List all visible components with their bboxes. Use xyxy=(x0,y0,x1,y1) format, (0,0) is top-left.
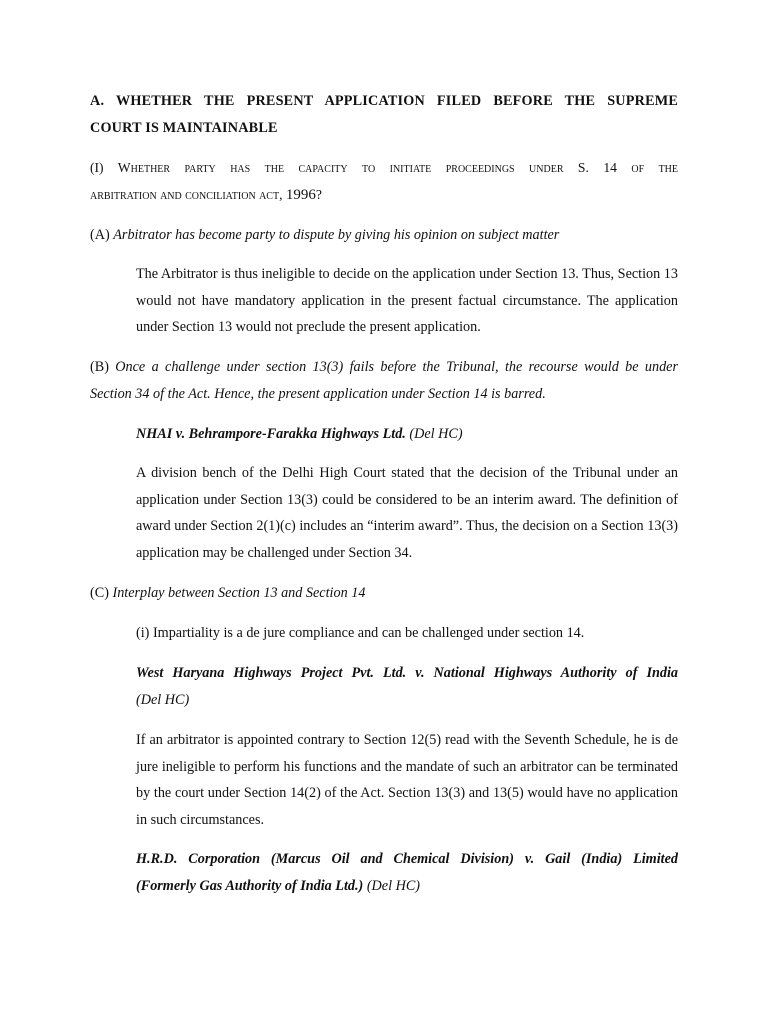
sub-c-case2-name-line1: H.R.D. Corporation (Marcus Oil and Chemical Division) v. Gail (India) Limited xyxy=(136,851,678,867)
sub-c-case2-name-line2: (Formerly Gas Authority of India Ltd.) xyxy=(136,877,364,894)
issue-i-prefix: (I) xyxy=(90,160,104,175)
sub-a-body: The Arbitrator is thus ineligible to decide on the application under Section 13. Thus, Section 13 would not have mandatory application in the present factual circumstance. The application under Section 13 would not preclude the present application. xyxy=(136,266,678,335)
issue-i-question-mark: ? xyxy=(315,186,322,202)
sub-c-title: Interplay between Section 13 and Section 14 xyxy=(112,585,366,601)
sub-c-case1-court: (Del HC) xyxy=(136,691,190,708)
heading-a-line1: A. WHETHER THE PRESENT APPLICATION FILED BEFORE THE SUPREME xyxy=(90,93,678,109)
section-heading-a xyxy=(90,88,678,141)
sub-b-case-citation xyxy=(136,421,678,448)
sub-c-label: (C) xyxy=(90,585,109,601)
sub-a-label: (A) xyxy=(90,227,110,243)
sub-c-case1-body: If an arbitrator is appointed contrary to Section 12(5) read with the Seventh Schedule, he is de jure ineligible to perform his functions and the mandate of such an arbitrator can be terminated by the court under Section 14(2) of the Act. Section 13(3) and 13(5) would have no application in such circumstances. xyxy=(136,732,678,828)
sub-c-case2-citation xyxy=(136,846,678,899)
sub-b-case-name: NHAI v. Behrampore-Farakka Highways Ltd. xyxy=(136,426,406,442)
sub-c-case2-court: (Del HC) xyxy=(366,877,421,894)
sub-c-case1-name: West Haryana Highways Project Pvt. Ltd. v. National Highways Authority of India xyxy=(136,665,678,681)
issue-i-line1 xyxy=(90,155,678,182)
sub-c-case2-line2 xyxy=(136,873,678,900)
sub-b-title: Once a challenge under section 13(3) fails before the Tribunal, the recourse would be under Section 34 of the Act. Hence, the present application under Section 14 is barred. xyxy=(90,359,678,402)
issue-i-line1-text: Whether party has the capacity to initiate proceedings under S. 14 of the xyxy=(117,160,679,175)
sub-a-heading xyxy=(90,222,678,249)
sub-c-point-i: (i) Impartiality is a de jure compliance and can be challenged under section 14. xyxy=(136,625,585,641)
sub-b-label: (B) xyxy=(90,359,109,375)
sub-b-case-court: (Del HC) xyxy=(409,426,463,442)
issue-i-heading xyxy=(90,155,678,208)
issue-i-year: 1996 xyxy=(285,186,316,203)
sub-b-body: A division bench of the Delhi High Court stated that the decision of the Tribunal under an application under Section 13(3) could be considered to be an interim award. The definition of award under Section 2(1)(c) includes an “interim award”. Thus, the decision on a Section 13(3) application may be challenged under Section 34. xyxy=(136,465,678,561)
sub-c-case1-citation xyxy=(136,660,678,713)
sub-a-title: Arbitrator has become party to dispute by giving his opinion on subject matter xyxy=(113,227,560,243)
issue-i-line2 xyxy=(90,182,678,209)
heading-a-line2: COURT IS MAINTAINABLE xyxy=(90,119,278,136)
sub-b-heading xyxy=(90,354,678,407)
sub-c-heading xyxy=(90,580,678,607)
issue-i-line2-text: arbitration and conciliation act, xyxy=(90,186,283,202)
